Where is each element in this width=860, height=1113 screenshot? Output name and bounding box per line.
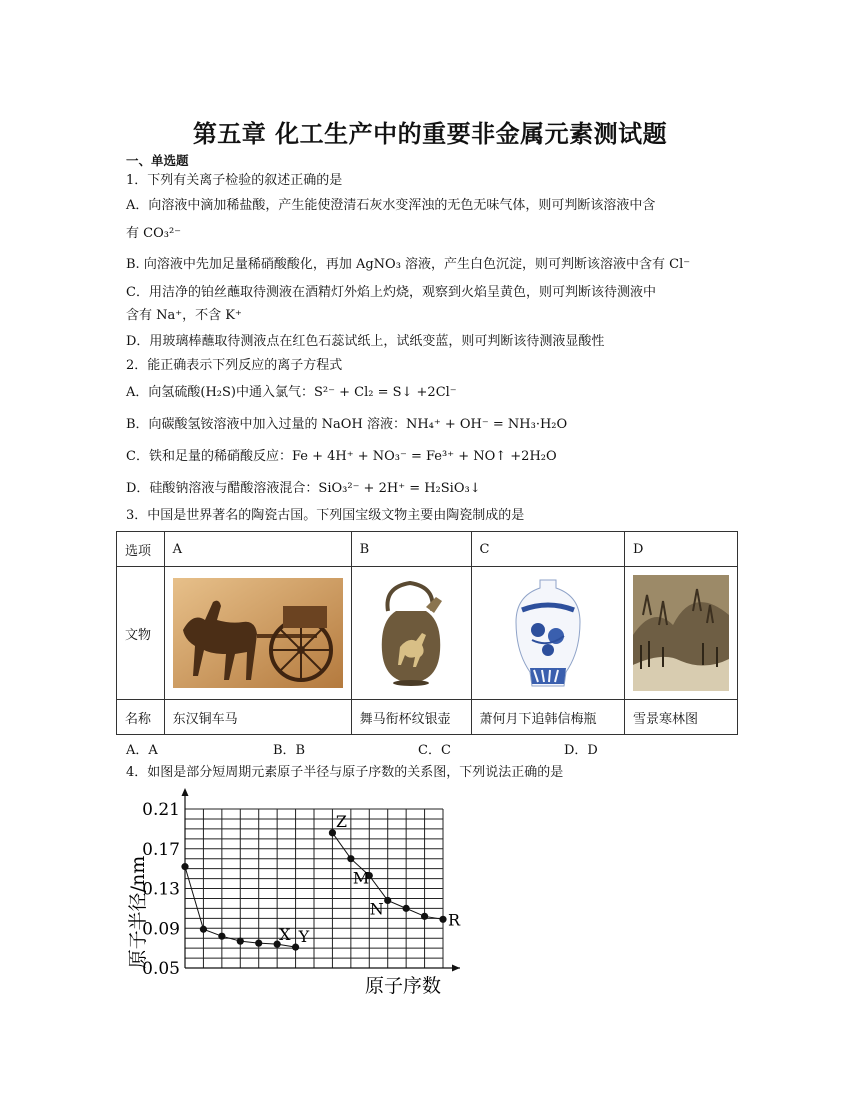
- table-row: [117, 532, 738, 567]
- y-axis-arrow: [182, 788, 189, 796]
- name-c: 萧何月下追韩信梅瓶: [471, 700, 624, 735]
- plum-vase-image: [471, 567, 624, 700]
- data-point: [255, 940, 262, 947]
- row-header-option: 选项: [117, 532, 165, 567]
- point-label: Y: [298, 927, 310, 947]
- q2-stem: 2．能正确表示下列反应的离子方程式: [126, 358, 343, 373]
- y-tick-label: 0.13: [142, 879, 180, 900]
- q1-option-b: B. 向溶液中先加足量稀硝酸酸化，再加 AgNO₃ 溶液，产生白色沉淀，则可判断该溶液中含有 Cl⁻: [126, 257, 691, 272]
- column-a-header: A: [164, 532, 351, 567]
- data-point: [403, 905, 410, 912]
- y-tick-label: 0.09: [142, 919, 180, 940]
- silver-pot-image: [351, 567, 471, 700]
- q4-stem: 4．如图是部分短周期元素原子半径与原子序数的关系图，下列说法正确的是: [126, 765, 564, 780]
- data-point: [439, 916, 446, 923]
- x-axis-arrow: [452, 965, 460, 972]
- q1-option-c: C．用洁净的铂丝蘸取待测液在酒精灯外焰上灼烧，观察到火焰呈黄色，则可判断该待测液中: [126, 285, 656, 300]
- x-axis-label: 原子序数: [364, 975, 442, 997]
- q3-option-d: D．D: [564, 743, 598, 758]
- table-row: [117, 700, 738, 735]
- chart-axes: [182, 788, 461, 972]
- atomic-radius-chart: [118, 784, 468, 999]
- data-point: [181, 863, 188, 870]
- q1-option-a: A．向溶液中滴加稀盐酸，产生能使澄清石灰水变浑浊的无色无味气体，则可判断该溶液中含: [126, 198, 656, 213]
- artifact-table: [116, 531, 738, 735]
- name-b: 舞马衔杯纹银壶: [351, 700, 471, 735]
- y-axis-label: 原子半径/nm: [127, 855, 149, 969]
- q1-option-a-cont: 有 CO₃²⁻: [126, 226, 182, 241]
- q2-option-c: C．铁和足量的稀硝酸反应：Fe + 4H⁺ + NO₃⁻ = Fe³⁺ + NO↑ +2H₂O: [126, 449, 557, 464]
- data-point: [384, 897, 391, 904]
- q1-option-d: D．用玻璃棒蘸取待测液点在红色石蕊试纸上，试纸变蓝，则可判断该待测液显酸性: [126, 334, 605, 349]
- snowy-forest-painting-image: [624, 567, 737, 700]
- q1-stem: 1．下列有关离子检验的叙述正确的是: [126, 173, 343, 188]
- q3-option-b: B．B: [273, 743, 306, 758]
- q2-option-b: B．向碳酸氢铵溶液中加入过量的 NaOH 溶液：NH₄⁺ + OH⁻ = NH₃·H₂O: [126, 417, 568, 432]
- chart-grid: [185, 809, 443, 968]
- row-header-artifact: 文物: [117, 567, 165, 700]
- table-row: [117, 567, 738, 700]
- point-label: X: [279, 925, 291, 945]
- point-label: N: [369, 899, 384, 919]
- column-d-header: D: [624, 532, 737, 567]
- column-b-header: B: [351, 532, 471, 567]
- data-point: [347, 855, 354, 862]
- chart-series: [181, 812, 461, 951]
- y-tick-label: 0.17: [142, 839, 180, 860]
- y-tick-label: 0.21: [142, 800, 180, 820]
- column-c-header: C: [471, 532, 624, 567]
- q2-option-a: A．向氢硫酸(H₂S)中通入氯气：S²⁻ + Cl₂ = S↓ +2Cl⁻: [126, 385, 457, 400]
- q2-option-d: D．硅酸钠溶液与醋酸溶液混合：SiO₃²⁻ + 2H⁺ = H₂SiO₃↓: [126, 481, 481, 496]
- point-label: R: [448, 910, 461, 930]
- data-point: [200, 926, 207, 933]
- q3-stem: 3．中国是世界著名的陶瓷古国。下列国宝级文物主要由陶瓷制成的是: [126, 508, 525, 523]
- data-point: [218, 933, 225, 940]
- name-a: 东汉铜车马: [164, 700, 351, 735]
- q3-option-c: C．C: [418, 743, 451, 758]
- row-header-name: 名称: [117, 700, 165, 735]
- q3-option-a: A．A: [126, 743, 158, 758]
- name-d: 雪景寒林图: [624, 700, 737, 735]
- point-label: Z: [335, 811, 347, 831]
- page-title: 第五章 化工生产中的重要非金属元素测试题: [192, 120, 668, 148]
- data-point: [237, 938, 244, 945]
- q1-option-c-cont: 含有 Na⁺，不含 K⁺: [126, 308, 242, 323]
- section-heading: 一、单选题: [126, 153, 189, 168]
- bronze-chariot-image: [164, 567, 351, 700]
- data-point: [421, 913, 428, 920]
- point-label: M: [352, 868, 370, 888]
- y-tick-label: 0.05: [142, 959, 180, 979]
